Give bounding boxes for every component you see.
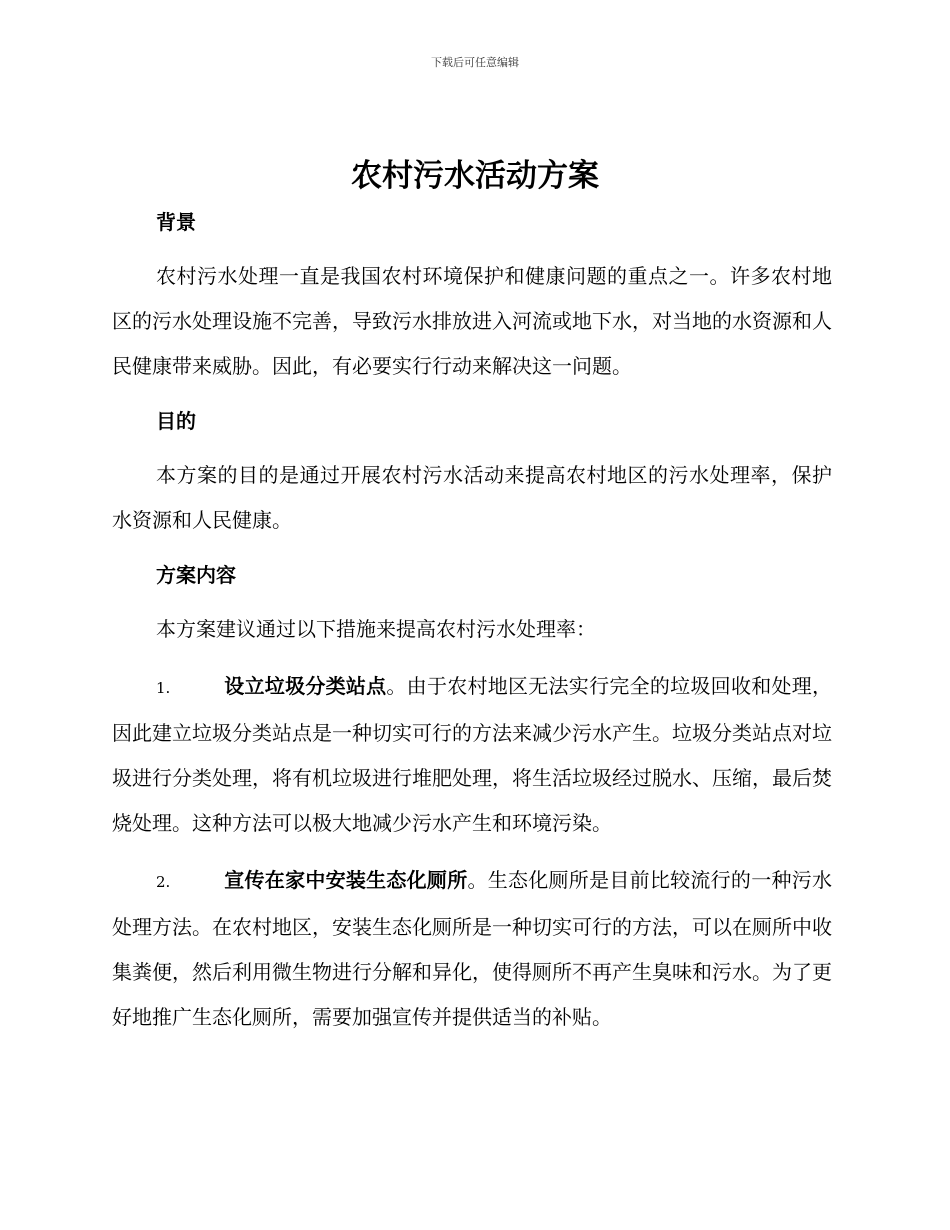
document-title: 农村污水活动方案 (351, 158, 599, 194)
list-item (112, 858, 832, 1040)
list-item-number: 1. (156, 679, 171, 697)
header-note: 下载后可任意编辑 (431, 56, 519, 69)
section-heading-background: 背景 (156, 210, 196, 234)
content-intro-paragraph: 本方案建议通过以下措施来提高农村污水处理率： (156, 617, 596, 641)
list-item-text: 。生态化厕所是目前比较流行的一种污水处理方法。在农村地区，安装生态化厕所是一种切实可行的方法，可以在厕所中收集粪便，然后利用微生物进行分解和异化，使得厕所不再产生臭味和污水。为了更好地推广生态化厕所，需要加强宣传并提供适当的补贴。 (112, 868, 833, 1029)
section-heading-content: 方案内容 (156, 563, 236, 587)
document-body (112, 202, 832, 1052)
section-heading-purpose: 目的 (156, 409, 196, 433)
purpose-paragraph: 本方案的目的是通过开展农村污水活动来提高农村地区的污水处理率，保护水资源和人民健康。 (112, 463, 832, 532)
list-item-number: 2. (156, 873, 171, 891)
list-item-text: 。由于农村地区无法实行完全的垃圾回收和处理，因此建立垃圾分类站点是一种切实可行的方法来减少污水产生。垃圾分类站点对垃圾进行分类处理，将有机垃圾进行堆肥处理，将生活垃圾经过脱水、压缩，最后焚烧处理。这种方法可以极大地减少污水产生和环境污染。 (112, 674, 833, 835)
list-item-lead: 宣传在家中安装生态化厕所 (224, 868, 468, 892)
list-item (112, 664, 832, 846)
list-item-lead: 设立垃圾分类站点 (224, 674, 387, 698)
background-paragraph: 农村污水处理一直是我国农村环境保护和健康问题的重点之一。许多农村地区的污水处理设施不完善，导致污水排放进入河流或地下水，对当地的水资源和人民健康带来威胁。因此，有必要实行行动来解决这一问题。 (112, 264, 832, 378)
